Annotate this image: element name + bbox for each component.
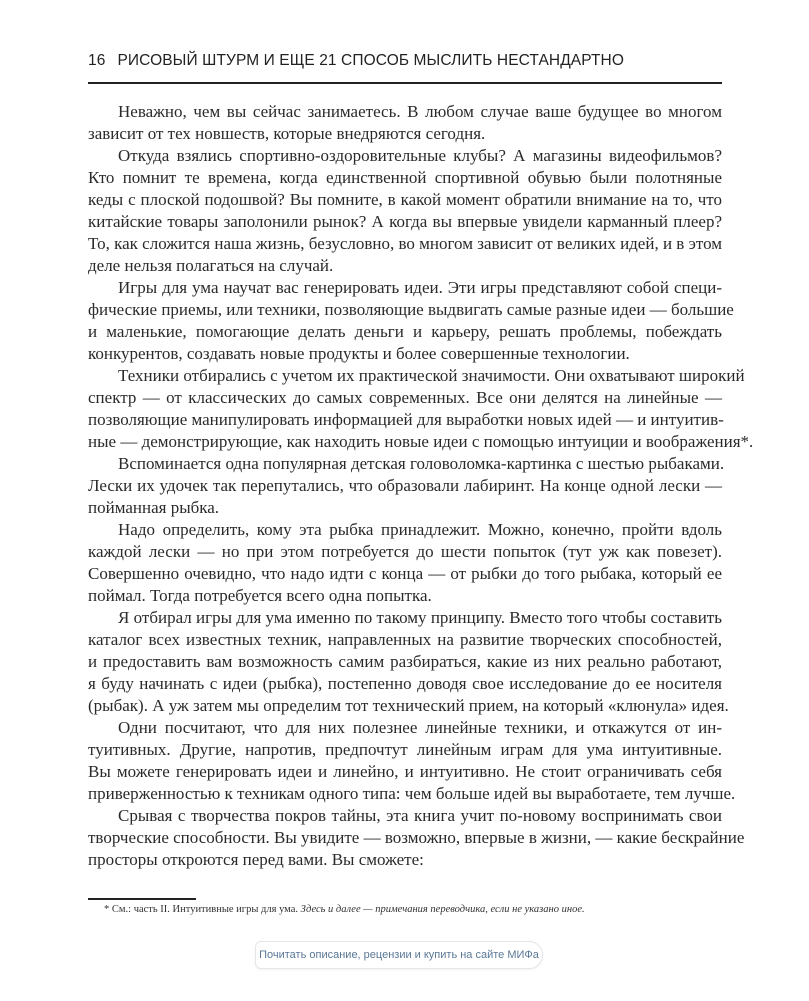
text-line: я буду начинать с идеи (рыбка), постепенно доводя свое исследование до ее носителя [88, 674, 722, 693]
text-line: Совершенно очевидно, что надо идти с конца — от рыбки до того рыбака, который ее [88, 564, 722, 583]
footnote-text: * См.: часть II. Интуитивные игры для ума. [104, 904, 301, 915]
book-title: РИСОВЫЙ ШТУРМ И ЕЩЕ 21 СПОСОБ МЫСЛИТЬ НЕСТАНДАРТНО [117, 52, 625, 69]
text-line: и маленькие, помогающие делать деньги и карьеру, решать проблемы, побеждать [88, 322, 722, 341]
text-line: То, как сложится наша жизнь, безусловно, во многом зависит от великих идей, и в этом [88, 234, 723, 253]
text-line: Игры для ума научат вас генерировать идеи. Эти игры представляют собой специ- [118, 278, 722, 297]
text-line: Срывая с творчества покров тайны, эта книга учит по-новому воспринимать свои [118, 806, 722, 825]
paragraph [88, 145, 722, 277]
footnote [104, 904, 585, 915]
mif-buy-link-label: Почитать описание, рецензии и купить на сайте МИФа [259, 949, 539, 961]
footnote-rule [88, 898, 196, 900]
mif-buy-link-button[interactable] [255, 941, 543, 969]
body-text [88, 101, 754, 871]
text-line: Вы можете генерировать идеи и линейно, и интуитивно. Не стоит ограничивать себя [88, 762, 722, 781]
text-line: Техники отбирались с учетом их практической значимости. Они охватывают широкий [118, 366, 745, 385]
text-line: зависит от тех новшеств, которые внедряются сегодня. [88, 124, 486, 143]
text-line: Лески их удочек так перепутались, что образовали лабиринт. На конце одной лески — [88, 476, 722, 495]
text-line: приверженностью к техникам одного типа: чем больше идей вы выработаете, тем лучше. [88, 784, 736, 803]
text-line: фические приемы, или техники, позволяющие выдвигать самые разные идеи — большие [88, 300, 734, 319]
text-line: Надо определить, кому эта рыбка принадлежит. Можно, конечно, пройти вдоль [118, 520, 722, 539]
text-line: и предоставить вам возможность самим разбираться, какие из них реально работают, [88, 652, 722, 671]
paragraph [88, 277, 734, 365]
paragraph [88, 805, 745, 871]
text-line: деле нельзя полагаться на случай. [88, 256, 334, 275]
paragraph [88, 519, 722, 607]
paragraph [88, 607, 729, 717]
text-line: пойманная рыбка. [88, 498, 220, 517]
text-line: спектр — от классических до самых современных. Все они делятся на линейные — [88, 388, 722, 407]
text-line: позволяющие манипулировать информацией для выработки новых идей — и интуитив- [88, 410, 724, 429]
paragraph [88, 453, 725, 519]
paragraph [88, 717, 736, 805]
header-rule [88, 82, 722, 84]
text-line: Неважно, чем вы сейчас занимаетесь. В любом случае ваше будущее во многом [118, 102, 722, 121]
text-line: Вспоминается одна популярная детская головоломка-картинка с шестью рыбаками. [118, 454, 725, 473]
text-line: просторы откроются перед вами. Вы сможете: [88, 850, 424, 869]
text-line: туитивных. Другие, напротив, предпочтут линейным играм для ума интуитивные. [88, 740, 722, 759]
text-line: творческие способности. Вы увидите — возможно, впервые в жизни, — какие бескрайние [88, 828, 745, 847]
text-line: Я отбирал игры для ума именно по такому принципу. Вместо того чтобы составить [118, 608, 722, 627]
paragraph [88, 101, 722, 145]
text-line: каталог всех известных техник, направленных на развитие творческих способностей, [88, 630, 722, 649]
text-line: китайские товары заполонили рынок? А когда вы впервые увидели карманный плеер? [88, 212, 722, 231]
text-line: кеды с плоской подошвой? Вы помните, в какой момент обратили внимание на то, что [88, 190, 722, 209]
text-line: конкурентов, создавать новые продукты и более совершенные технологии. [88, 344, 630, 363]
text-line: (рыбак). А уж затем мы определим тот технический прием, на который «клюнула» идея. [88, 696, 729, 715]
text-line: ные — демонстрирующие, как находить новые идеи с помощью интуиции и воображения*. [88, 432, 754, 451]
text-line: Кто помнит те времена, когда единственной спортивной обувью были полотняные [88, 168, 722, 187]
text-line: Откуда взялись спортивно-оздоровительные клубы? А магазины видеофильмов? [118, 146, 722, 165]
footnote-italic-text: Здесь и далее — примечания переводчика, если не указано иное. [300, 904, 585, 915]
paragraph [88, 365, 754, 453]
text-line: поймал. Тогда потребуется всего одна попытка. [88, 586, 432, 605]
text-line: каждой лески — но при этом потребуется до шести попыток (тут уж как повезет). [88, 542, 722, 561]
text-line: Одни посчитают, что для них полезнее линейные техники, и откажутся от ин- [118, 718, 722, 737]
running-header [88, 52, 722, 70]
page-number: 16 [88, 52, 106, 69]
